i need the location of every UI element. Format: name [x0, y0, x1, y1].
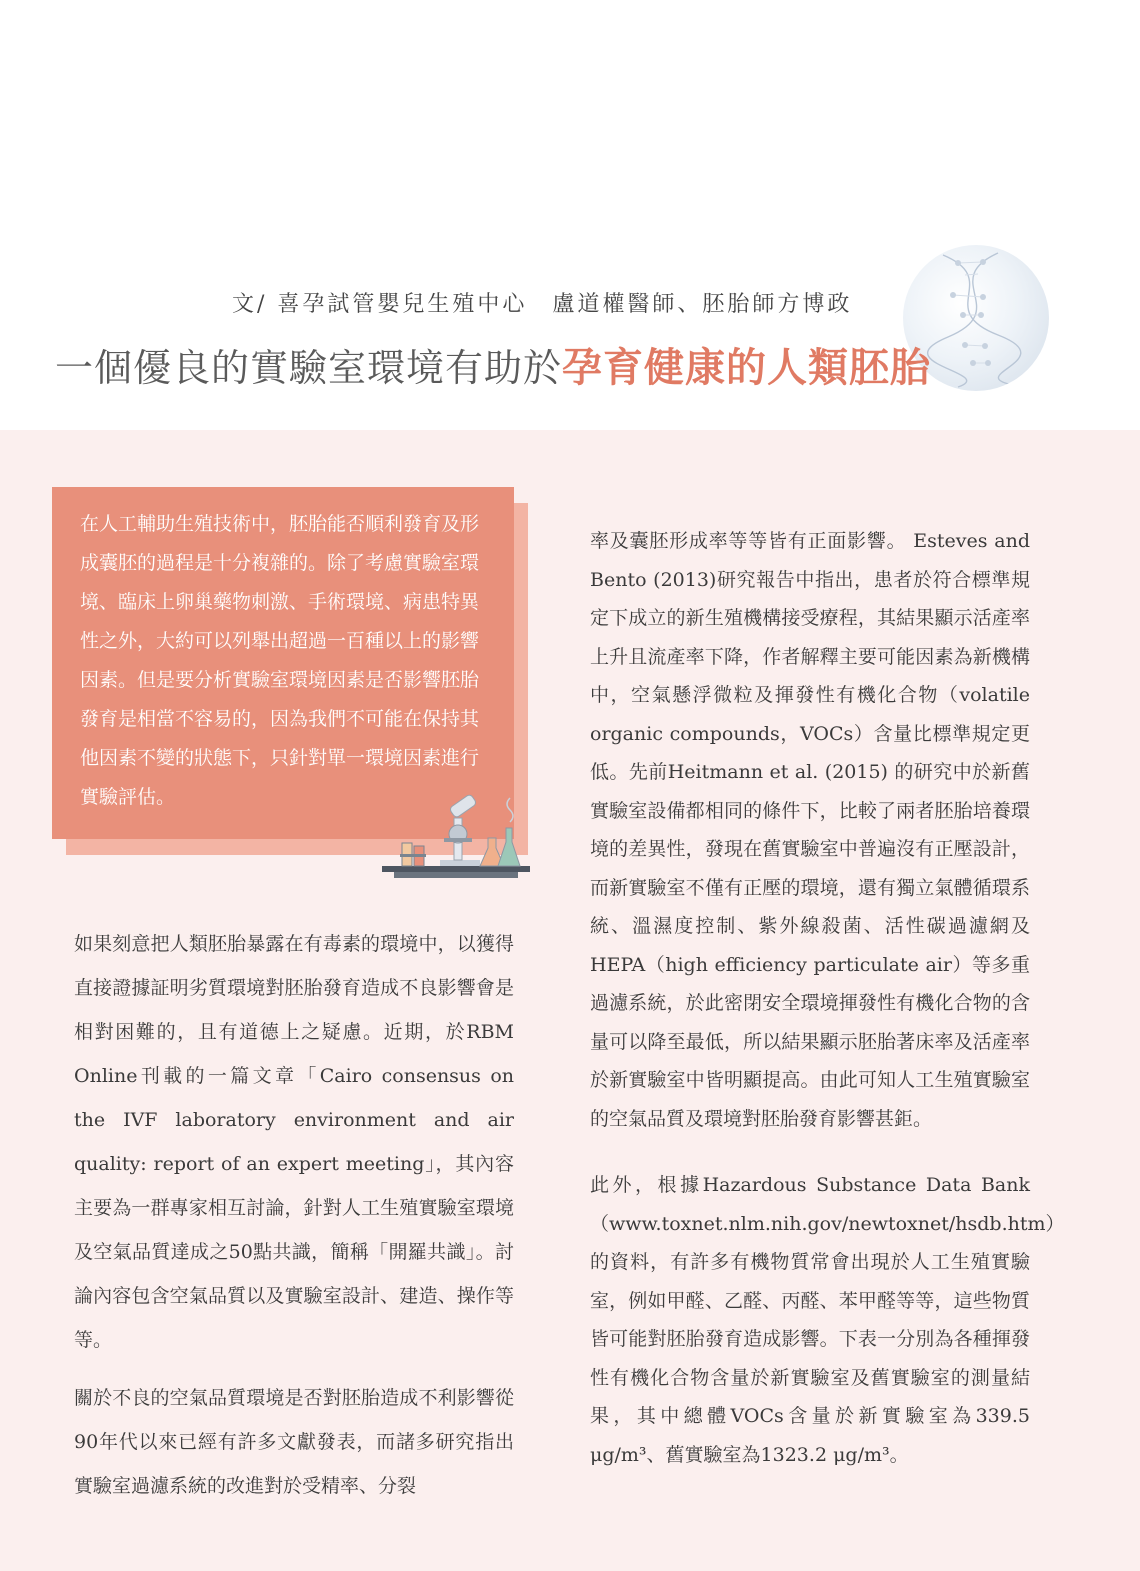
- body-right-column: [590, 522, 1065, 1474]
- body-left-column: [74, 922, 514, 1508]
- body-paragraph: 率及囊胚形成率等等皆有正面影響。 Esteves and Bento (2013)研究報告中指出，患者於符合標準規定下成立的新生殖機構接受療程，其結果顯示活產率上升且流產率下降，作者解釋主要可能因素為新機構中，空氣懸浮微粒及揮發性有機化合物（volatile organic compounds，VOCs）含量比標準規定更低。先前Heitmann et al. (2015) 的研究中於新舊實驗室設備都相同的條件下，比較了兩者胚胎培養環境的差異性，發現在舊實驗室中普遍沒有正壓設計，而新實驗室不僅有正壓的環境，還有獨立氣體循環系統、溫濕度控制、紫外線殺菌、活性碳過濾網及HEPA（high efficiency particulate air）等多重過濾系統，於此密閉安全環境揮發性有機化合物的含量可以降至最低，所以結果顯示胚胎著床率及活產率於新實驗室中皆明顯提高。由此可知人工生殖實驗室的空氣品質及環境對胚胎發育影響甚鉅。: [590, 530, 1030, 1130]
- title-accent: 孕育健康的人類胚胎: [562, 344, 932, 391]
- byline: 文/ 喜孕試管嬰兒生殖中心 盧道權醫師、胚胎師方博政: [232, 292, 853, 317]
- body-paragraph: 關於不良的空氣品質環境是否對胚胎造成不利影響從90年代以來已經有許多文獻發表，而諸多研究指出實驗室過濾系統的改進對於受精率、分裂: [74, 1387, 514, 1497]
- microscope-lab-illustration: [380, 778, 532, 878]
- callout-text: 在人工輔助生殖技術中，胚胎能否順利發育及形成囊胚的過程是十分複雜的。除了考慮實驗室環境、臨床上卵巢藥物刺激、手術環境、病患特異性之外，大約可以列舉出超過一百種以上的影響因素。但是要分析實驗室環境因素是否影響胚胎發育是相當不容易的，因為我們不可能在保持其他因素不變的狀態下，只針對單一環境因素進行實驗評估。: [80, 513, 480, 808]
- body-paragraph: 如果刻意把人類胚胎暴露在有毒素的環境中，以獲得直接證據証明劣質環境對胚胎發育造成不良影響會是相對困難的，且有道德上之疑慮。近期，於RBM Online刊載的一篇文章「Cairo consensus on the IVF laboratory environment and air quality: report of an expert meeting」，其內容主要為一群專家相互討論，針對人工生殖實驗室環境及空氣品質達成之50點共識，簡稱「開羅共識」。討論內容包含空氣品質以及實驗室設計、建造、操作等等。: [74, 933, 514, 1351]
- page-title: [55, 336, 932, 393]
- body-paragraph: 此外，根據Hazardous Substance Data Bank（www.toxnet.nlm.nih.gov/newtoxnet/hsdb.htm）的資料，有許多有機物質常會出現於人工生殖實驗室，例如甲醛、乙醛、丙醛、苯甲醛等等，這些物質皆可能對胚胎發育造成影響。下表一分別為各種揮發性有機化合物含量於新實驗室及舊實驗室的測量結果，其中總體VOCs含量於新實驗室為339.5 μg/m³、舊實驗室為1323.2 μg/m³。: [590, 1174, 1065, 1466]
- title-plain: 一個優良的實驗室環境有助於: [55, 346, 563, 390]
